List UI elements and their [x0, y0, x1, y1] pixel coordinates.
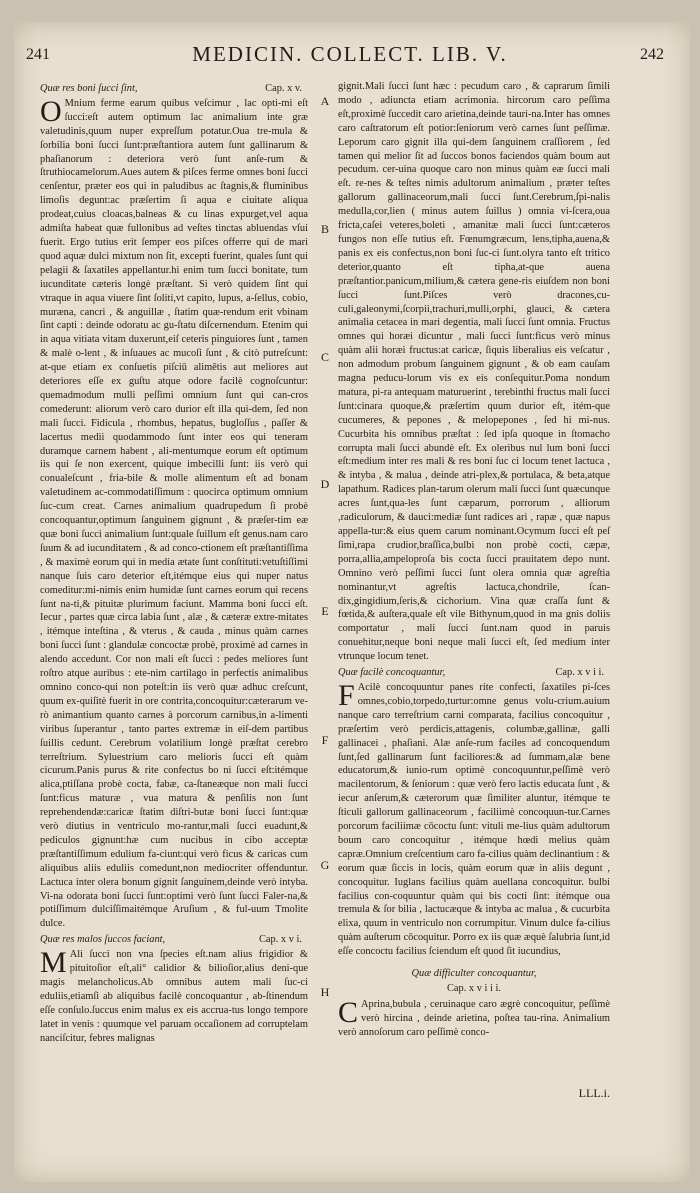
margin-letter-b: B [320, 222, 329, 236]
chapter-text-17 [338, 678, 610, 959]
chapter-title: Quæ facilè concoquantur, [338, 667, 446, 679]
chapter-number: Cap. x v i. [258, 934, 302, 946]
chapter-title: Quæ difficulter concoquantur, [411, 968, 537, 980]
paragraph: Acilè concoquuntur panes rite confecti, ſaxatiles pi-ſces omnes,cobio,torpedo,turtur:omne genus volu-crium.auium nanque caro terreſtrium carni comparata, facilius concoquitur , præſertim verò perdicis,attagenis, columbæ,gallinæ, galli gallinacei , phaſiani. Alæ anſe-rum faciles ad concoquendum ſunt,ſed gallinarum ſunt faciliores:& ad ſummam,alæ bene educatorum,& iunio-rum optimè concoquuntur,peſſimè verò macilentorum, & ſeniorum : quæ verò fero lactis educata ſunt , & iecur anſerum,& cæterorum quæ ſimiliter aluntur, itémque te ſticuli gallorum gallinaceorum , faciliimè concoquun-tur.Carnes porcorum faciliimæ cōcoctu ſunt: vituli me-lius quàm adultorum boum caro concoquitur , itémque hœdi melius quàm capræ.Omnium creſcentium caro fa-cilius quàm declinantium : & eorum quæ ſiccis in locis, quàm eorum quæ in aliis degunt , concoquitur. Iuglans facilius quàm auellana concoquitur. bulbi facilius con-coquuntur quàm qui bis cocti ſint: itémque oua tremula & ſor bilia , lactucæque & intyba ac malua , & cucurbita elixa, quum in ventriculo non corrumpitur. Vinum dulce fa-cilius quàm auſterum cōcoquitur. Porro ex iis quæ æquè ſalubria ſunt,id eſſe concoctu facilius ſciendum eſt quod ſit iucundius, [338, 681, 610, 958]
paragraph-continued: gignit.Mali ſucci ſunt hæc : pecudum caro , & caprarum ſimili modo , adiuncta etiam acrimonia. hircorum caro peſſima eſt,proximè ſuccedit caro arietina,deinde tauri-na.Inter has omnes caro caſtratorum eſt potior:ſeniorum verò carnes ſunt peſſimæ. Leporum caro gignit illa qui-dem ſanguinem craſſiorem , ſed tamen qui melior ſit ad ſuccos bonos faciendos quàm boum aut pecudum. cer-uina quoque caro non minus quàm eæ ſucci mali eſt. re-nes & teſtes nimis adultorum animalium , præter teſtes gallorum gallinaceorum,mali ſucci ſunt.Cerebrum,ſpi-nalis medulla,cor,lien ( minus autem ſuillus ) omnia vi-ſcera,oua fricta,caſei veteres,boleti , amanitæ mali ſucci ſunt:cæteros fungos non eſſe tutius eſt. Fœnumgræcum, lens,tipha,auena,& panis ex eis confectus,non boni ſuc-ci ſunt.olyra tanto eſt tritico deterior,quanto eſt tipha,at-que auena præſtantior.panicum,milium,& cætera gene-ris eiuſdem non boni ſucci ſunt.Piſces verò dracones,cu-culi,galeonymi,ſcorpii,trachuri,mulli,orphi, glauci, & cætera animalia cetacea in mari degentia, mali ſucci ſunt omnia. Fructus omnes qui horæi dicuntur , mali ſucci ſunt:ficus verò minus quàm alii horæi fructus:at caricæ, ſiquis liberalius eis veſcatur , non admodum probum ſanguinem gignunt , & ob eam cauſam magna peducu-lorum vis ex eis conſequitur.Poma nondum matura, pi-ra antequam maturuerint , terebinthi fructus mali ſucci ſunt:cinara quoque,& præſertim quum durior eſt, itém-que cucumeres, & pepones , & melopepones , ſed hi mi-nus. Cucurbita his omnibus præſtat : ſed ipſa quoque in ſtomacho corrupta mali ſucci abundè eſt. Ex oleribus nul lum boni ſucci eſt:medium inter res mali & res boni ſuc ci locum tenet lactuca , & intyba , & malua , deinde atri-plex,& portulaca, & beta,atque lapathum. Radices plan-tarum olerum mali ſucci ſunt quæcunque acres ſunt,qua-les ſunt cæparum, porrorum , alliorum ,radiculorum, & dauci:mediæ ſunt radices ari , rapæ , quæ napus appella-tur:& eius quem carum nominant.Ocymum ſucci eſt peſ ſimi,rapa crudior,braſſica,bulbi non probè cocti, cæpæ, porra,allia,ampeloproſa bis cocta ſucci prauitatem depo nunt. Omnino verò peſſimi ſucci ſunt olera omnia quæ agreſtia nominantur,vt agreſtis lactuca,chondrile, ſcan-dix,gingidium,ſeris,& cichorium. Vina quæ craſſa ſunt & fœtida,& auſtera,quale eſt vile Bithynum,quod in ma gnis doliis comportatur , mali ſucci ſunt.nam quod in paruis conuehitur,neque boni neque mali ſucci eſt, ſed medium inter vtrunque locum tenet. [338, 81, 610, 663]
chapter-title: Quæ res boni ſucci ſint, [40, 83, 138, 94]
paragraph: Mnium ferme earum quibus veſcimur , lac opti-mi eſt ſucci:eſt autem optimum lac animalium inte græ valetudinis,quum nuper expreſſum potatur.Oua tre-mula & ſorbilia boni ſucci ſunt:præſtantiora autem ſunt gallinarum & phaſianorum : deteriora verò ſunt anſe-rum & ſtruthiocamelorum.Aues autem & piſces ferme omnes boni ſucci cenſentur, præter eos qui in paludibus ac ſtagnis,& fluminibus limoſis degunt:ac præſertim ſi aqua e ciuitate aliqua prodeat,cuius cloacas,balneas & cu linas expurget,vel aqua admiſta habeat quæ fullonibus ad veſtes tinctas abluendas vſui fuerit. Ergo tutius erit ſemper eos piſces offerre qui de mari quod aquæ dulci mixtum non ſit, excepti fuerint, quales ſunt qui pelagii & ſaxatiles appellantur.hi enim tum ſucci bonitate, tum iucunditate cæteris longè præſtant. Si verò quidem ſint qui vtraque in aqua viuere ſint ſoliti,vt capito, lupus, a-ſellus, cobio, murænа, cancri , & anguillæ , ſtatim quæ-rendum erit vbinam ſint capti : deinde odoratu ac gu-ſtatu diſcernendum. Etenim qui in aqua vitiata vitam duxerunt,eiſ ceteris pinguiores ſunt , tamen & malè o-lent , & inſuaues ac mucoſi ſunt , & citò putreſcunt: at-que etiam ex conſuetis piſciū alimētis aut meliores aut deteriores eſſe ex guſtu atque odore facilè cognoſcuntur: quemadmodum mulli peſſimi omnium ſunt qui can-cros comederunt: aliorum verò caro durior eſt illa qui-dem, ſed non mali ſucci. Fidicula , rhombus, hepatus, bugloſſus , paſſer & lacertus medii quodammodo ſunt inter eos qui teneram duramque carnem habent , ali-mentumque eorum eſt optimum iis qui ſe non exercent, quique imbecilli ſunt: iis verò qui conualeſcunt , fria-bile & molle alimentum eſt ad bonam valetudinem ac-commodatiſſimum : quocirca optimum omnium ſuc-cum creat. Carnes animalium quadrupedum ſi probè concoquantur,optimum ſanguinem gignunt , & præſer-tim eæ quæ boni ſucci animalium ſunt:quale ſuillum eſt genus.nam caro ſuum & ad iucunditatem , & ad conco-ctionem eſt præſtantiſſima , & maximè eorum qui in media ætate ſunt conſtituti:vetuſtiſſimi nanque ſuis caro deterior eſt,itémque eius qui nuper natus comeditur:mi-nimis enim humidæ ſunt carnes eorum qui recens ſunt na-ti,& pituitæ plurimum faciunt. Mamma boni ſucci eſt. Iecur , partes quæ circa labia ſunt , alæ , & cæteræ extre-mitates , itémque inteſtina , & vterus , & cauda , minus quàm carnes boni ſucci ſunt : glandulæ concoctæ probè, proximè ad carnes in alendo accedunt. Cor non mali eſt ſucci : pedes meliores ſunt roſtro atque auribus : ete-nim cartilago in perfectis animalibus omnino conco-qui non poteſt:in iis verò quæ adhuc creſcunt, quum ex-quiſitè fuerit in ore contrita,concoquitur:cæterarum ve-rò animantium quanto carnes à porcorum carnibus,in a-limenti viribus ſuperantur , tanto partes extremæ in eiſ-dem partibus ſuillis cedunt. Cerebrum volatilium longè præſtat cerebro terreſtrium. Syluestrium caro melioris ſucci eſt quàm cicurum.Panis purus & rite confectus bo ni ſucci eſt:itémque alica,ptiſſana probè cocta, fabæ, ca-ſtaneæque non mali ſucci ſunt:ficus maturæ , vua matura & penſilis non ſunt reprehendendæ:caricæ ſtatim diſtri-butæ boni ſucci ſunt:quæ verò diutius in ventriculo mo-rantur,mali ſucci euadunt,& pediculos gignunt:hæ cum nucibus in cibo acceptæ præſtantiſſimum edulium fa-ciunt:qui verò ficus & caricas cum aliquibus aliis eduliis comedunt,non mediocriter offenduntur. Lactuca inter olera bonum gignit ſanguinem,deinde verò intyba. Vi-na odorata boni ſucci ſunt:optimi verò ſunt ſucci Faler-na,& potiſſimum dulciſſimaitémque Aruſium , & ful-uum Tmolite dulce. [40, 97, 308, 930]
drop-cap: F [338, 678, 355, 712]
chapter-number: Cap. x v i i. [555, 667, 604, 679]
right-column [338, 80, 610, 1040]
chapter-heading-18 [338, 967, 610, 981]
margin-letter-h: H [320, 985, 330, 999]
chapter-text-16 [40, 948, 308, 1045]
signature-mark: LLL.i. [578, 1086, 610, 1100]
paragraph: Ali ſucci non vna ſpecies eſt.nam alius frigidior & pituitoſior eſt,ali° calidior & bilioſior,alius deni-que magis melancholicus.Ab omnibus autem mali ſuc-ci eduliis,etiamſi ab aliquibus facilè concoquantur , ab-ſtinendum eſſe conſulo.ſuccus enim malus ex eis accrua-tus longo tempore latet in venis : quumque vel paruam occaſionem ad corruptelam nanciſcitur, febres malignas [40, 949, 308, 1044]
margin-letter-a: A [320, 94, 330, 108]
left-column [40, 80, 308, 1046]
chapter-heading-17 [338, 666, 610, 680]
paragraph: Aprina,bubula , ceruinaque caro ægrè concoquitur, peſſimè verò hircina , deinde arietina, poſtea tau-rina. Animalium verò annoſorum caro peſſimè conco- [338, 998, 610, 1038]
margin-letter-f: F [321, 733, 329, 747]
margin-letter-d: D [320, 477, 330, 491]
folio-right: 242 [640, 46, 664, 63]
chapter-text-15 [40, 94, 308, 931]
drop-cap: M [40, 946, 67, 980]
chapter-text-18 [338, 995, 610, 1040]
chapter-heading-16 [40, 933, 308, 947]
chapter-title: Quæ res malos ſuccos faciant, [40, 934, 166, 946]
chapter-number: Cap. x v i i i. [447, 983, 501, 994]
drop-cap: C [338, 995, 359, 1029]
chapter-number: Cap. x v. [265, 83, 302, 94]
running-title: MEDICIN. COLLECT. LIB. V. [192, 42, 508, 66]
margin-letter-g: G [320, 858, 330, 872]
margin-letter-c: C [320, 350, 329, 364]
page-header [14, 40, 686, 68]
drop-cap: O [40, 94, 62, 128]
chapter-heading-15 [40, 82, 308, 96]
margin-letter-e: E [321, 604, 329, 618]
folio-left: 241 [26, 46, 50, 63]
